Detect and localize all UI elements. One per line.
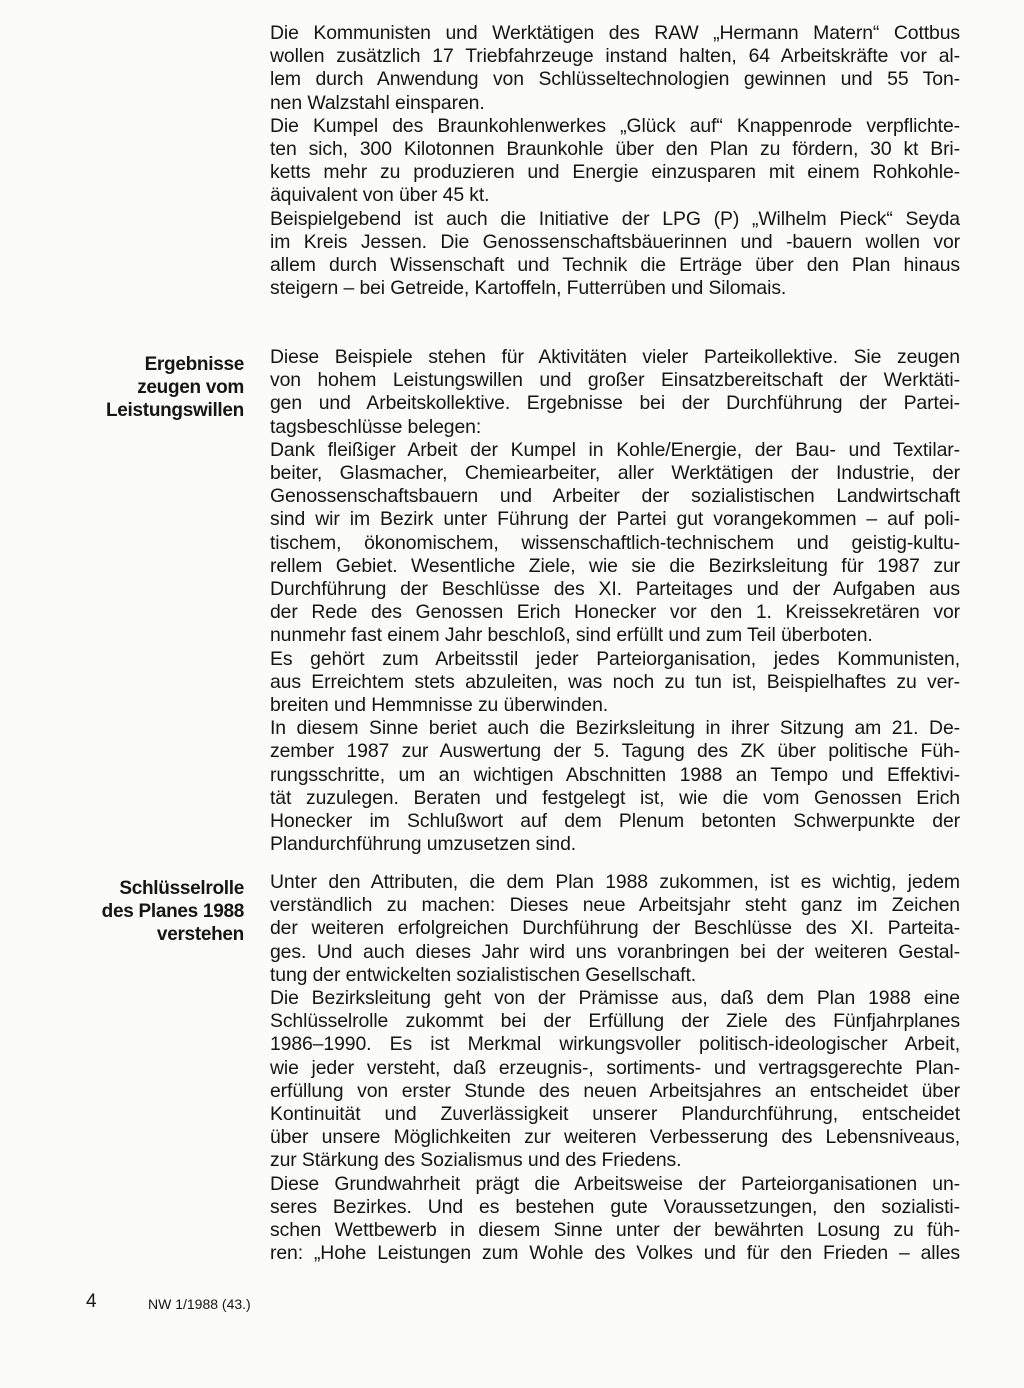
text-line: steigern – bei Getreide, Kartoffeln, Futterrüben und Silomais.	[270, 277, 787, 300]
text-line: äquivalent von über 45 kt.	[270, 184, 490, 207]
text-line: tagsbeschlüsse belegen:	[270, 415, 482, 438]
text-line: 1986–1990. Es ist Merkmal wirkungsvoller politisch-ideologischer Arbeit,	[270, 1033, 960, 1056]
side-heading-line: zeugen vom	[137, 377, 244, 398]
text-line: zember 1987 zur Auswertung der 5. Tagung des ZK über politische Füh-	[270, 740, 960, 763]
text-line: nunmehr fast einem Jahr beschloß, sind erfüllt und zum Teil überboten.	[270, 624, 873, 647]
side-heading-line: Ergebnisse	[144, 354, 244, 375]
text-line: Die Kommunisten und Werktätigen des RAW „Hermann Matern“ Cottbus	[270, 22, 960, 44]
text-line: Dank fleißiger Arbeit der Kumpel in Kohle/Energie, der Bau- und Textilar-	[270, 438, 960, 461]
text-line: Beispielgebend ist auch die Initiative der LPG (P) „Wilhelm Pieck“ Seyda	[270, 207, 960, 230]
side-heading-line: verstehen	[156, 924, 244, 945]
text-line: der weiteren erfolgreichen Durchführung der Beschlüsse des XI. Parteita-	[270, 917, 960, 940]
text-line: seres Bezirkes. Und es bestehen gute Voraussetzungen, den sozialisti-	[270, 1195, 960, 1218]
paragraph-block-2	[270, 346, 960, 856]
side-heading-line: des Planes 1988	[101, 901, 244, 922]
text-line: im Kreis Jessen. Die Genossenschaftsbäuerinnen und -bauern wollen vor	[270, 230, 960, 253]
text-line: schen Wettbewerb in diesem Sinne unter der bewährten Losung zu füh-	[270, 1219, 960, 1242]
text-line: rungsschritte, um an wichtigen Abschnitten 1988 an Tempo und Effektivi-	[270, 763, 960, 786]
text-line: In diesem Sinne beriet auch die Bezirksleitung in ihrer Sitzung am 21. De-	[270, 717, 960, 740]
text-line: erfüllung von erster Stunde des neuen Arbeitsjahres an entscheidet über	[270, 1079, 960, 1102]
text-line: über unsere Möglichkeiten zur weiteren Verbesserung des Lebensniveaus,	[270, 1126, 960, 1149]
text-line: ren: „Hohe Leistungen zum Wohle des Volkes und für den Frieden – alles	[270, 1242, 960, 1265]
text-line: Die Bezirksleitung geht von der Prämisse aus, daß dem Plan 1988 eine	[270, 987, 960, 1010]
text-line: Schlüsselrolle zukommt bei der Erfüllung der Ziele des Fünfjahrplanes	[270, 1010, 960, 1033]
text-line: zur Stärkung des Sozialismus und des Friedens.	[270, 1149, 682, 1172]
text-line: Durchführung der Beschlüsse des XI. Parteitages und der Aufgaben aus	[270, 578, 960, 601]
text-line: Die Kumpel des Braunkohlenwerkes „Glück auf“ Knappenrode verpflichte-	[270, 114, 960, 137]
text-line: aus Erreichtem stets abzuleiten, was noch zu tun ist, Beispielhaftes zu ver-	[270, 670, 960, 693]
text-line: Kontinuität und Zuverlässigkeit unserer Plandurchführung, entscheidet	[270, 1103, 960, 1126]
text-line: rellem Gebiet. Wesentliche Ziele, wie sie die Bezirksleitung für 1987 zur	[270, 554, 960, 577]
side-heading-line: Schlüsselrolle	[119, 878, 244, 899]
side-heading-schluesselrolle	[60, 877, 244, 946]
text-line: lem durch Anwendung von Schlüsseltechnologien gewinnen und 55 Ton-	[270, 68, 960, 91]
text-line: tischem, ökonomischem, wissenschaftlich-technischem und geistig-kultu-	[270, 531, 960, 554]
text-line: wie jeder versteht, daß erzeugnis-, sortiments- und vertragsgerechte Plan-	[270, 1056, 960, 1079]
text-line: ges. Und auch dieses Jahr wird uns voranbringen bei der weiteren Gestal-	[270, 940, 960, 963]
text-line: Genossenschaftsbauern und Arbeiter der sozialistischen Landwirtschaft	[270, 485, 960, 508]
text-line: Plandurchführung umzusetzen sind.	[270, 833, 577, 856]
text-line: beiter, Glasmacher, Chemiearbeiter, aller Werktätigen der Industrie, der	[270, 462, 960, 485]
side-heading-ergebnisse	[60, 353, 244, 422]
text-line: breiten und Hemmnisse zu überwinden.	[270, 694, 609, 717]
text-line: Unter den Attributen, die dem Plan 1988 zukommen, ist es wichtig, jedem	[270, 871, 960, 893]
text-line: Diese Beispiele stehen für Aktivitäten vieler Parteikollektive. Sie zeugen	[270, 346, 960, 368]
text-line: von hohem Leistungswillen und großer Einsatzbereitschaft der Werktäti-	[270, 369, 960, 392]
paragraph-block-3	[270, 871, 960, 1265]
text-line: Es gehört zum Arbeitsstil jeder Parteiorganisation, jedes Kommunisten,	[270, 647, 960, 670]
journal-reference: NW 1/1988 (43.)	[148, 1296, 251, 1312]
side-heading-line: Leistungswillen	[105, 400, 244, 421]
text-line: ten sich, 300 Kilotonnen Braunkohle über den Plan zu fördern, 30 kt Bri-	[270, 138, 960, 161]
text-line: wollen zusätzlich 17 Triebfahrzeuge instand halten, 64 Arbeitskräfte vor al-	[270, 45, 960, 68]
text-line: ketts mehr zu produzieren und Energie einzusparen mit einem Rohkohle-	[270, 161, 960, 184]
text-line: tung der entwickelten sozialistischen Gesellschaft.	[270, 963, 697, 986]
text-line: Honecker im Schlußwort auf dem Plenum betonten Schwerpunkte der	[270, 810, 960, 833]
text-line: der Rede des Genossen Erich Honecker vor den 1. Kreissekretären vor	[270, 601, 960, 624]
paragraph-block-1	[270, 22, 960, 300]
text-line: gen und Arbeitskollektive. Ergebnisse bei der Durchführung der Partei-	[270, 392, 960, 415]
text-line: allem durch Wissenschaft und Technik die Erträge über den Plan hinaus	[270, 254, 960, 277]
text-line: tät zuzulegen. Beraten und festgelegt ist, wie die vom Genossen Erich	[270, 786, 960, 809]
text-line: Diese Grundwahrheit prägt die Arbeitsweise der Parteiorganisationen un-	[270, 1172, 960, 1195]
text-line: nen Walzstahl einsparen.	[270, 91, 485, 114]
text-line: sind wir im Bezirk unter Führung der Partei gut vorangekommen – auf poli-	[270, 508, 960, 531]
text-line: verständlich zu machen: Dieses neue Arbeitsjahr steht ganz im Zeichen	[270, 894, 960, 917]
page-number: 4	[86, 1291, 97, 1312]
